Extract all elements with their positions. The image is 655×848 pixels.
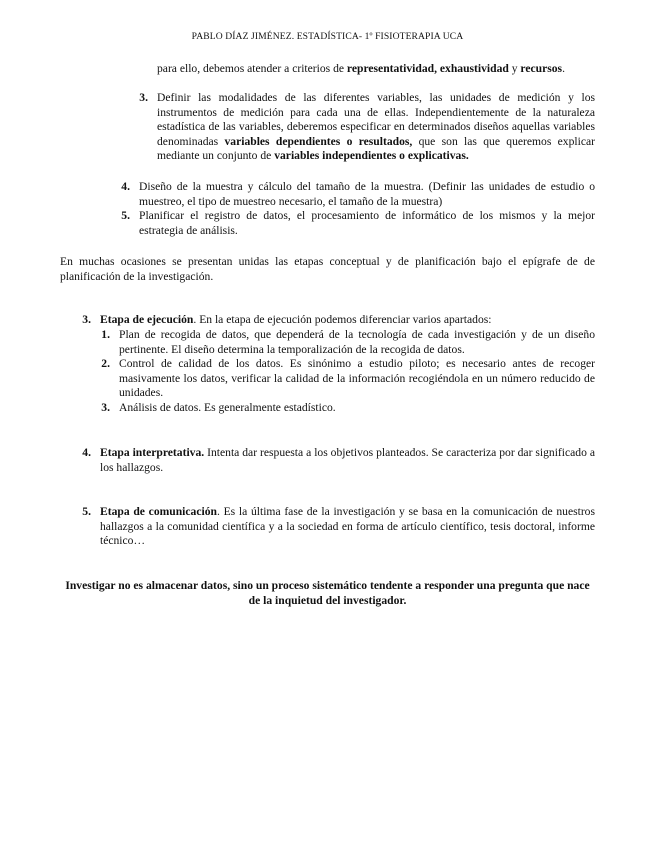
stage-3-subitem: Plan de recogida de datos, que dependerá de la tecnología de cada investigación y de un diseño pertinente. El diseño determina la temporalización de la recogida de datos. xyxy=(119,328,595,356)
stage-3-subitem: Análisis de datos. Es generalmente estadístico. xyxy=(119,401,336,414)
list-number: 3. xyxy=(139,91,148,104)
sub-list-number: 2. xyxy=(101,357,110,370)
stage-4-interpretive: Etapa interpretativa. Intenta dar respuesta a los objetivos planteados. Se caracteriza por dar significado a los hallazgos. xyxy=(100,446,595,474)
stage-number: 5. xyxy=(82,505,91,518)
list-item-5: Planificar el registro de datos, el procesamiento de informático de los mismos y la mejor estrategia de análisis. xyxy=(139,209,595,237)
list-item-2-continuation: para ello, debemos atender a criterios de representatividad, exhaustividad y recursos. xyxy=(157,62,565,75)
stage-number: 3. xyxy=(82,313,91,326)
body-paragraph: En muchas ocasiones se presentan unidas las etapas conceptual y de planificación bajo el epígrafe de de planificación de la investigación. xyxy=(60,255,595,283)
stage-3-execution: Etapa de ejecución. En la etapa de ejecución podemos diferenciar varios apartados: xyxy=(100,313,492,326)
stage-number: 4. xyxy=(82,446,91,459)
list-number: 5. xyxy=(121,209,130,222)
sub-list-number: 3. xyxy=(101,401,110,414)
stage-5-communication: Etapa de comunicación. Es la última fase de la investigación y se basa en la comunicación de nuestros hallazgos a la comunidad científica y a la sociedad en forma de artículo científico, tesis doctoral, informe técnico… xyxy=(100,505,595,548)
list-number: 4. xyxy=(121,180,130,193)
list-item-4: Diseño de la muestra y cálculo del tamaño de la muestra. (Definir las unidades de estudio o muestreo, el tipo de muestreo necesario, el tamaño de la muestra) xyxy=(139,180,595,208)
list-item-3: Definir las modalidades de las diferentes variables, las unidades de medición y los instrumentos de medición para cada una de ellas. Independientemente de la naturaleza estadística de las variables, deberemos especificar en determinados diseños aquellas variables denominadas variables dependientes o resultados, que son las que queremos explicar mediante un conjunto de variables independientes o explicativas. xyxy=(157,91,595,163)
conclusion-statement: Investigar no es almacenar datos, sino un proceso sistemático tendente a responder una pregunta que nace de la inquietud del investigador. xyxy=(65,579,590,607)
stage-3-subitem: Control de calidad de los datos. Es sinónimo a estudio piloto; es necesario antes de recoger masivamente los datos, verificar la calidad de la información recogiéndola en un número reducido de unidades. xyxy=(119,357,595,400)
sub-list-number: 1. xyxy=(101,328,110,341)
page-header: PABLO DÍAZ JIMÉNEZ. ESTADÍSTICA- 1º FISIOTERAPIA UCA xyxy=(191,31,464,42)
